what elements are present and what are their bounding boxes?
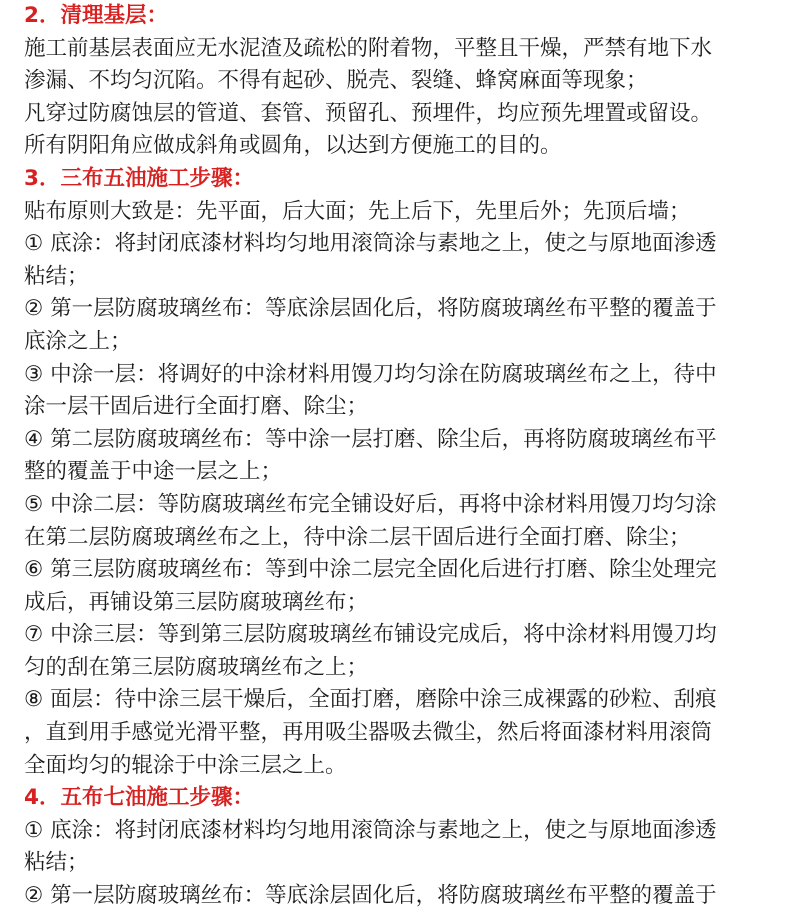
step-line: ⑧ 面层：待中涂三层干燥后，全面打磨，磨除中涂三成裸露的砂粒、刮痕 — [24, 687, 717, 713]
step-line: ③ 中涂一层：将调好的中涂材料用馒刀均匀涂在防腐玻璃丝布之上，待中 — [24, 361, 717, 387]
paragraph-line: 凡穿过防腐蚀层的管道、套管、预留孔、预埋件，均应预先埋置或留设。 — [24, 100, 713, 126]
step-line: 粘结； — [24, 263, 89, 289]
step-line: 成后，再铺设第三层防腐玻璃丝布； — [24, 589, 369, 615]
step-line: 整的覆盖于中途一层之上； — [24, 459, 283, 485]
paragraph-line: 施工前基层表面应无水泥渣及疏松的附着物，平整且干燥，严禁有地下水 — [24, 35, 713, 61]
step-line: ④ 第二层防腐玻璃丝布：等中涂一层打磨、除尘后，再将防腐玻璃丝布平 — [24, 426, 717, 452]
step-line: 涂一层干固后进行全面打磨、除尘； — [24, 394, 369, 420]
step-line: 粘结； — [24, 850, 89, 876]
section-3 — [24, 163, 774, 782]
section-4 — [24, 782, 774, 912]
step-line: ② 第一层防腐玻璃丝布：等底涂层固化后，将防腐玻璃丝布平整的覆盖于 — [24, 296, 717, 322]
step-line: ② 第一层防腐玻璃丝布：等底涂层固化后，将防腐玻璃丝布平整的覆盖于 — [24, 883, 717, 909]
step-line: ，直到用手感觉光滑平整，再用吸尘器吸去微尘，然后将面漆材料用滚筒 — [24, 720, 713, 746]
paragraph-line: 渗漏、不均匀沉陷。不得有起砂、脱壳、裂缝、蜂窝麻面等现象； — [24, 68, 648, 94]
paragraph-line: 所有阴阳角应做成斜角或圆角，以达到方便施工的目的。 — [24, 133, 562, 159]
step-line: ⑥ 第三层防腐玻璃丝布：等到中涂二层完全固化后进行打磨、除尘处理完 — [24, 557, 717, 583]
step-line: ① 底涂：将封闭底漆材料均匀地用滚筒涂与素地之上，使之与原地面渗透 — [24, 231, 717, 257]
section-3-heading: 3．三布五油施工步骤： — [24, 165, 254, 191]
section-2 — [24, 0, 774, 163]
document-body — [24, 0, 774, 913]
step-line: ⑦ 中涂三层：等到第三层防腐玻璃丝布铺设完成后，将中涂材料用馒刀均 — [24, 622, 717, 648]
paragraph-line: 贴布原则大致是：先平面，后大面；先上后下，先里后外；先顶后墙； — [24, 198, 691, 224]
step-line: ① 底涂：将封闭底漆材料均匀地用滚筒涂与素地之上，使之与原地面渗透 — [24, 817, 717, 843]
step-line: ⑤ 中涂二层：等防腐玻璃丝布完全铺设好后，再将中涂材料用馒刀均匀涂 — [24, 491, 717, 517]
section-2-heading: 2．清理基层： — [24, 3, 168, 28]
step-line: 匀的刮在第三层防腐玻璃丝布之上； — [24, 654, 369, 680]
step-line: 底涂之上； — [24, 328, 132, 354]
section-4-heading: 4．五布七油施工步骤： — [24, 785, 254, 811]
step-line: 在第二层防腐玻璃丝布之上，待中涂二层干固后进行全面打磨、除尘； — [24, 524, 691, 550]
step-line: 全面均匀的辊涂于中涂三层之上。 — [24, 752, 347, 778]
